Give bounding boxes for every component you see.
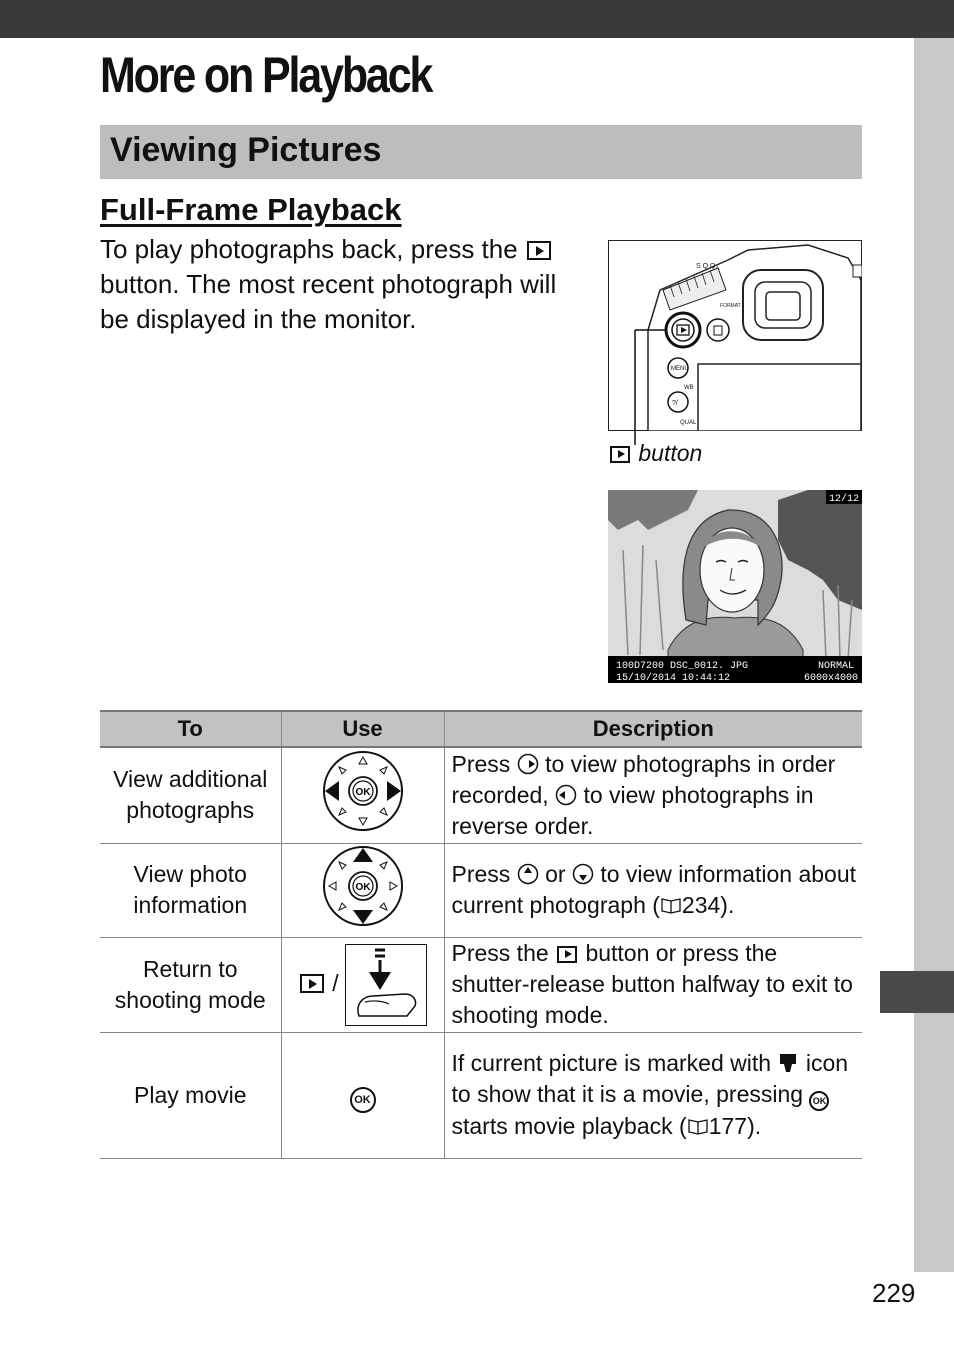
row-to: Return to shooting mode	[100, 937, 281, 1032]
photo-datetime: 15/10/2014 10:44:12	[616, 673, 731, 683]
table-row	[100, 937, 862, 1032]
row-description	[444, 747, 862, 843]
photo-quality: NORMAL	[818, 661, 855, 672]
subsection-title: Full-Frame Playback	[100, 192, 402, 227]
playback-icon	[527, 241, 551, 260]
multi-selector-down-icon	[572, 863, 594, 885]
playback-icon	[557, 946, 577, 963]
svg-text:OK: OK	[355, 882, 370, 893]
menu-button-label: MENU	[671, 366, 689, 372]
row-description	[444, 937, 862, 1032]
desc-text: icon to show that it is a movie, pressing	[451, 1050, 849, 1107]
camera-mode-label: S Q Q₂	[696, 263, 719, 270]
chapter-thumb-tab	[880, 971, 954, 1013]
movie-icon	[777, 1052, 799, 1074]
ok-button-icon: OK	[350, 1087, 376, 1113]
row-to: Play movie	[100, 1032, 281, 1158]
desc-text: 177).	[708, 1113, 762, 1139]
photo-size: 6000x4000	[804, 673, 859, 683]
book-reference-icon	[660, 894, 682, 916]
table-row	[100, 747, 862, 843]
svg-text:?/: ?/	[672, 400, 678, 407]
multi-selector-up-down-icon	[321, 844, 405, 928]
wb-label: WB	[684, 385, 694, 391]
shutter-release-icon	[345, 944, 427, 1026]
header-use: Use	[281, 711, 444, 747]
table-row	[100, 1032, 862, 1158]
row-use	[281, 747, 444, 843]
use-separator: /	[332, 969, 339, 996]
header-to: To	[100, 711, 281, 747]
desc-text: to view information about current photograph (	[451, 861, 857, 918]
book-reference-icon	[687, 1115, 709, 1137]
table-header-row	[100, 711, 862, 747]
photo-file-info: 100D7200 DSC_0012. JPG	[616, 661, 749, 672]
side-thumb-strip	[914, 38, 954, 1272]
camera-format-label: FORMAT	[720, 303, 741, 309]
playback-icon	[610, 446, 630, 463]
desc-text: starts movie playback (	[451, 1113, 687, 1139]
svg-text:OK: OK	[355, 787, 370, 799]
row-use	[281, 843, 444, 937]
intro-text-1: To play photographs back, press the	[100, 234, 518, 264]
multi-selector-left-right-icon	[321, 749, 405, 833]
section-title: Viewing Pictures	[110, 131, 382, 169]
desc-text: to view photographs in order recorded,	[451, 750, 836, 808]
desc-text: Press	[451, 861, 511, 887]
intro-text-2: button. The most recent photograph will be displayed in the monitor.	[100, 269, 557, 334]
ok-button-icon: OK	[809, 1091, 829, 1111]
desc-text: 234).	[681, 892, 735, 918]
chapter-title: More on Playback	[100, 47, 432, 103]
desc-text: If current picture is marked with	[451, 1050, 772, 1076]
playback-operations-table	[100, 710, 862, 1159]
multi-selector-right-icon	[517, 753, 539, 775]
caption-text: button	[638, 440, 703, 466]
playback-sample-photo	[608, 490, 862, 683]
camera-caption	[608, 440, 702, 467]
row-description	[444, 843, 862, 937]
row-description	[444, 1032, 862, 1158]
row-to: View additional photographs	[100, 747, 281, 843]
playback-icon	[300, 974, 324, 993]
section-header	[100, 125, 862, 179]
multi-selector-left-icon	[555, 784, 577, 806]
row-use	[281, 1032, 444, 1158]
header-description: Description	[444, 711, 862, 747]
row-to: View photo information	[100, 843, 281, 937]
desc-text: to view photographs in reverse order.	[451, 781, 814, 839]
desc-text: or	[545, 861, 566, 887]
camera-back-illustration	[608, 240, 862, 431]
multi-selector-up-icon	[517, 863, 539, 885]
page-number: 229	[872, 1278, 916, 1308]
row-use	[281, 937, 444, 1032]
desc-text: button or press the shutter-release button halfway to exit to shooting mode.	[451, 940, 853, 1028]
photo-counter: 12/12	[829, 494, 860, 505]
top-header-bar	[0, 0, 954, 38]
desc-text: Press the	[451, 940, 549, 966]
qual-label: QUAL	[680, 420, 697, 426]
table-row	[100, 843, 862, 937]
desc-text: Press	[451, 750, 511, 777]
intro-paragraph	[100, 232, 590, 337]
